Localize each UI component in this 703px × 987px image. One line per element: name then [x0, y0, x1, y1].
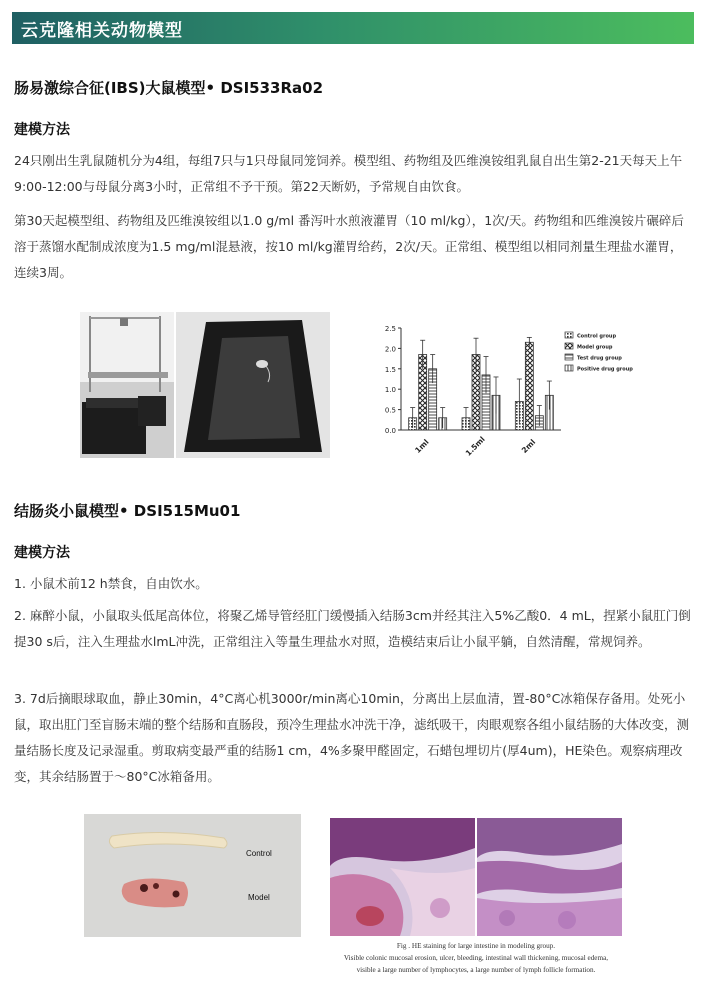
section2-title: 结肠炎小鼠模型• DSI515Mu01 — [14, 502, 241, 520]
y-tick-label: 0.0 — [384, 427, 396, 435]
y-tick-label: 2.5 — [384, 325, 396, 333]
legend-label: Test drug group — [577, 355, 622, 362]
legend-swatch — [565, 365, 573, 371]
caption-line-3: visible a large number of lymphocytes, a large number of lymph follicle formation. — [356, 966, 596, 974]
y-tick-label: 1.5 — [384, 365, 396, 374]
control-label: Control — [246, 849, 272, 858]
x-tick-label: 1.5ml — [463, 434, 487, 458]
y-tick-label: 2.0 — [384, 345, 396, 354]
y-tick-label: 1.0 — [384, 386, 396, 395]
section2-method-heading: 建模方法 — [14, 545, 70, 561]
legend-label: Model group — [577, 344, 613, 351]
legend-label: Control group — [577, 333, 617, 340]
section1-method-heading: 建模方法 — [14, 122, 70, 138]
section2-step-3: 3. 7d后摘眼球取血，静止30min，4°C离心机3000r/min离心10min，分离出上层血清，置-80°C冰箱保存备用。处死小鼠，取出肛门至盲肠末端的整个结肠和直肠段，预冷生理盐水冲洗干净，滤纸吸干，肉眼观察各组小鼠结肠的大体改变，测量结肠长度及记录湿重。剪取病变最严重的结肠1 cm，4%多聚甲醛固定，石蜡包埋切片(厚4um)，HE染色。观察病理改变，其余结肠置于～80°C冰箱备用。 — [14, 691, 690, 784]
open-field-photo — [176, 312, 330, 458]
legend-swatch — [565, 343, 573, 349]
x-tick-label: 1ml — [413, 437, 431, 455]
section1-paragraph-1: 24只刚出生乳鼠随机分为4组，每组7只与1只母鼠同笼饲养。模型组、药物组及匹维溴铵组乳鼠自出生第2-21天每天上午9:00-12:00与母鼠分离3小时，正常组不予干预。第22天断奶，予常规自由饮食。 — [14, 153, 683, 194]
bar — [525, 342, 533, 430]
he-stain-photo-right — [477, 818, 622, 936]
caption-line-1: Fig . HE staining for large intestine in modeling group. — [396, 942, 556, 950]
caption-line-2: Visible colonic mucosal erosion, ulcer, bleeding, intestinal wall thickening, mucosal edema, — [343, 954, 609, 962]
section1-paragraph-2: 第30天起模型组、药物组及匹维溴铵组以1.0 g/ml 番泻叶水煎液灌胃（10 ml/kg），1次/天。药物组和匹维溴铵片碾碎后溶于蒸馏水配制成浓度为1.5 mg/ml混悬液，按10 ml/kg灌胃给药，2次/天。正常组、模型组以相同剂量生理盐水灌胃，连续3周。 — [14, 213, 684, 280]
lab-equipment-photo — [80, 312, 174, 458]
section2-step-2: 2. 麻醉小鼠，小鼠取头低尾高体位，将聚乙烯导管经肛门缓慢插入结肠3cm并经其注入5%乙酸0．4 mL，捏紧小鼠肛门倒提30 s后，注入生理盐水lmL冲洗，正常组注入等量生理盐水对照，造模结束后让小鼠平躺，自然清醒，常规饲养。 — [14, 608, 691, 649]
x-tick-label: 2ml — [519, 437, 538, 455]
banner-title: 云克隆相关动物模型 — [21, 21, 183, 41]
section2-step-1: 1. 小鼠术前12 h禁食，自由饮水。 — [14, 576, 208, 591]
legend-swatch — [565, 332, 573, 338]
section1-title: 肠易激综合征(IBS)大鼠模型• DSI533Ra02 — [14, 79, 324, 97]
y-tick-label: 0.5 — [384, 406, 396, 415]
model-label: Model — [248, 893, 270, 902]
he-stain-caption — [330, 940, 622, 976]
ibs-bar-chart — [375, 318, 637, 464]
colon-gross-photo — [84, 814, 301, 937]
page-banner — [12, 12, 694, 44]
he-stain-photo-left — [330, 818, 475, 936]
legend-swatch — [565, 354, 573, 360]
legend-label: Positive drug group — [577, 366, 633, 373]
